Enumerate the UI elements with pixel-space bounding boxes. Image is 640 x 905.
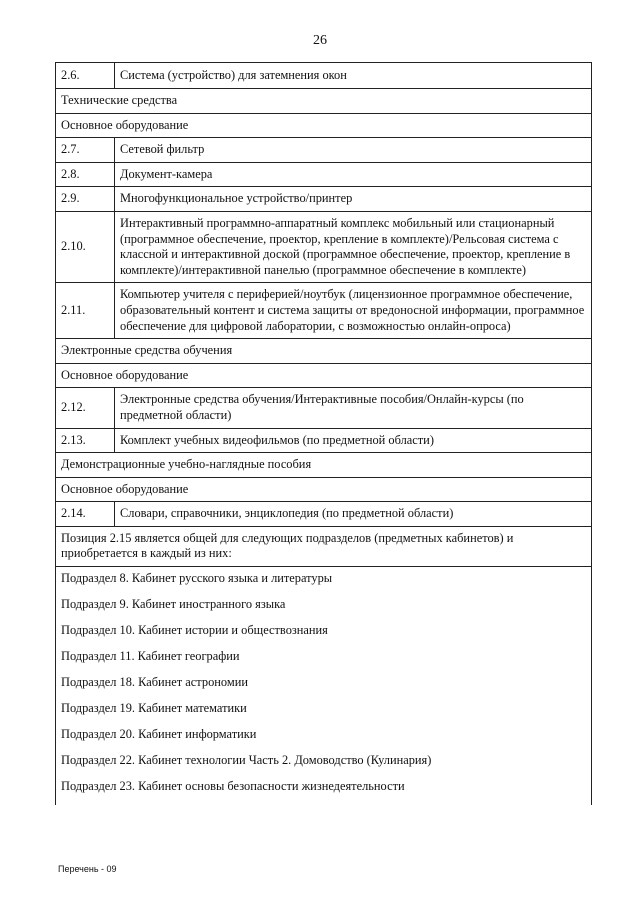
- subsection-item: Подраздел 22. Кабинет технологии Часть 2. Домоводство (Кулинария): [61, 753, 432, 768]
- equipment-table: [55, 62, 592, 805]
- table-row-section: [56, 453, 592, 478]
- item-text: Документ-камера: [115, 162, 592, 187]
- subsection-item: Подраздел 8. Кабинет русского языка и литературы: [61, 571, 333, 586]
- table-row-section: [56, 89, 592, 114]
- intro-text: Позиция 2.15 является общей для следующих подразделов (предметных кабинетов) и приобретается в каждый из них:: [56, 526, 592, 566]
- section-heading: Основное оборудование: [56, 113, 592, 138]
- subsection-item: Подраздел 11. Кабинет географии: [61, 649, 240, 664]
- table-row-subsections: [56, 567, 592, 806]
- table-row-item: [56, 502, 592, 527]
- table-row-item: [56, 283, 592, 339]
- table-row-item: [56, 162, 592, 187]
- item-number: 2.11.: [56, 283, 115, 339]
- item-number: 2.6.: [56, 63, 115, 89]
- item-number: 2.10.: [56, 211, 115, 282]
- item-text: Словари, справочники, энциклопедия (по предметной области): [115, 502, 592, 527]
- item-text: Электронные средства обучения/Интерактивные пособия/Онлайн-курсы (по предметной области): [115, 388, 592, 428]
- table-row-section: [56, 363, 592, 388]
- subsection-item: Подраздел 23. Кабинет основы безопасности жизнедеятельности: [61, 779, 405, 794]
- item-number: 2.12.: [56, 388, 115, 428]
- table-row-section: [56, 477, 592, 502]
- table-row-item: [56, 211, 592, 282]
- item-text: Многофункциональное устройство/принтер: [115, 187, 592, 212]
- page-number: 26: [313, 33, 327, 48]
- section-heading: Основное оборудование: [56, 477, 592, 502]
- subsection-list: [56, 567, 592, 806]
- item-number: 2.9.: [56, 187, 115, 212]
- item-number: 2.8.: [56, 162, 115, 187]
- item-text: Сетевой фильтр: [115, 138, 592, 163]
- table-row-section: [56, 113, 592, 138]
- section-heading: Технические средства: [56, 89, 592, 114]
- item-number: 2.7.: [56, 138, 115, 163]
- section-heading: Основное оборудование: [56, 363, 592, 388]
- subsection-item: Подраздел 20. Кабинет информатики: [61, 727, 257, 742]
- section-heading: Электронные средства обучения: [56, 339, 592, 364]
- item-text: Система (устройство) для затемнения окон: [115, 63, 592, 89]
- subsection-item: Подраздел 18. Кабинет астрономии: [61, 675, 248, 690]
- subsection-item: Подраздел 10. Кабинет истории и обществознания: [61, 623, 328, 638]
- table-row-intro: [56, 526, 592, 566]
- item-number: 2.13.: [56, 428, 115, 453]
- footer-label: Перечень - 09: [58, 864, 117, 874]
- table-row-item: [56, 428, 592, 453]
- item-number: 2.14.: [56, 502, 115, 527]
- subsection-item: Подраздел 19. Кабинет математики: [61, 701, 247, 716]
- table-row-item: [56, 63, 592, 89]
- item-text: Интерактивный программно-аппаратный комплекс мобильный или стационарный (программное обеспечение, проектор, крепление в комплекте)/Рельсовая система с классной и интерактивной доской (программное обеспечение, проектор, крепление в комплекте)/интерактивной панелью (программное обеспечение в комплекте): [115, 211, 592, 282]
- table-row-item: [56, 388, 592, 428]
- item-text: Компьютер учителя с периферией/ноутбук (лицензионное программное обеспечение, образовательный контент и система защиты от вредоносной информации, программное обеспечение для цифровой лаборатории, с возможностью онлайн-опроса): [115, 283, 592, 339]
- table-row-item: [56, 138, 592, 163]
- table-row-section: [56, 339, 592, 364]
- table-row-item: [56, 187, 592, 212]
- item-text: Комплект учебных видеофильмов (по предметной области): [115, 428, 592, 453]
- subsection-item: Подраздел 9. Кабинет иностранного языка: [61, 597, 286, 612]
- section-heading: Демонстрационные учебно-наглядные пособия: [56, 453, 592, 478]
